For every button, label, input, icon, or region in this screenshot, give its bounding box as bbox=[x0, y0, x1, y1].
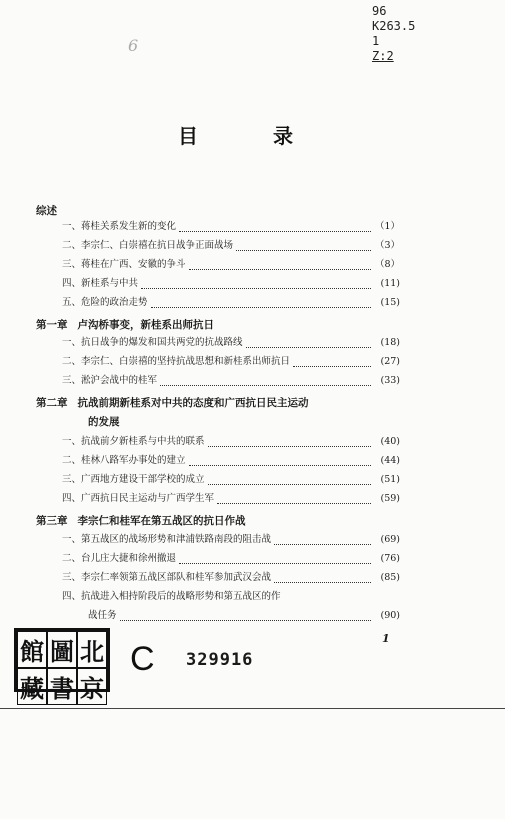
stamp-letter: C bbox=[130, 640, 155, 678]
entry-label: 四、新桂系与中共 bbox=[62, 278, 139, 289]
leader-dots bbox=[217, 494, 371, 504]
toc-entry bbox=[62, 275, 400, 293]
chapter-number: 第三章 bbox=[36, 515, 68, 527]
toc-entry bbox=[62, 433, 400, 451]
page-number: 1 bbox=[382, 632, 390, 645]
entry-label: 三、广西地方建设干部学校的成立 bbox=[62, 474, 205, 485]
entry-page: (90) bbox=[380, 610, 400, 621]
entry-page: (40) bbox=[380, 436, 400, 447]
toc-entry bbox=[62, 550, 400, 568]
toc-entry bbox=[62, 372, 400, 390]
leader-dots bbox=[141, 279, 371, 289]
toc-entry bbox=[62, 471, 400, 489]
leader-dots bbox=[151, 298, 371, 308]
leader-dots bbox=[274, 573, 371, 583]
entry-page: (76) bbox=[380, 553, 400, 564]
call-number bbox=[372, 4, 415, 64]
entry-page: (33) bbox=[380, 375, 400, 386]
page-title: 目 录 bbox=[178, 124, 327, 148]
entry-label: 四、抗战进入相持阶段后的战略形势和第五战区的作 bbox=[62, 591, 281, 602]
entry-page: (69) bbox=[380, 534, 400, 545]
call-number-line: Z:2 bbox=[372, 49, 394, 63]
entry-label: 三、蒋桂在广西、安徽的争斗 bbox=[62, 259, 186, 270]
entry-label: 二、桂林八路军办事处的建立 bbox=[62, 455, 186, 466]
call-number-line: 1 bbox=[372, 34, 380, 48]
call-number-line: 96 bbox=[372, 4, 387, 18]
stamp-char: 圖 bbox=[47, 631, 77, 668]
toc-entry bbox=[62, 353, 400, 371]
entry-label: 四、广西抗日民主运动与广西学生军 bbox=[62, 493, 215, 504]
entry-page: (11) bbox=[380, 278, 400, 289]
chapter-heading-cont bbox=[88, 413, 120, 431]
section-heading bbox=[36, 202, 57, 220]
leader-dots bbox=[179, 222, 371, 232]
entry-page: (27) bbox=[380, 356, 400, 367]
entry-page: (18) bbox=[380, 337, 400, 348]
leader-dots bbox=[189, 260, 371, 270]
toc-entry-cont bbox=[88, 607, 400, 625]
chapter-title-cont: 的发展 bbox=[88, 416, 120, 428]
toc-entry bbox=[62, 237, 400, 255]
entry-label-cont: 战任务 bbox=[88, 610, 117, 621]
stamp-char: 館 bbox=[17, 631, 47, 668]
leader-dots bbox=[120, 611, 371, 621]
chapter-heading bbox=[36, 394, 309, 412]
entry-label: 二、李宗仁、白崇禧在抗日战争正面战场 bbox=[62, 240, 234, 251]
entry-label: 一、第五战区的战场形势和津浦铁路南段的阻击战 bbox=[62, 534, 272, 545]
leader-dots bbox=[189, 456, 371, 466]
entry-label: 一、抗日战争的爆发和国共两党的抗战路线 bbox=[62, 337, 243, 348]
leader-dots bbox=[274, 535, 371, 545]
leader-dots bbox=[160, 376, 371, 386]
entry-label: 三、淞沪会战中的桂军 bbox=[62, 375, 158, 386]
leader-dots bbox=[208, 437, 371, 447]
accession-number: 329916 bbox=[186, 650, 254, 670]
entry-label: 一、抗战前夕新桂系与中共的联系 bbox=[62, 436, 205, 447]
chapter-heading bbox=[36, 512, 246, 530]
entry-label: 二、台儿庄大捷和徐州撤退 bbox=[62, 553, 177, 564]
pencil-mark: 6 bbox=[128, 36, 139, 55]
stamp-char: 藏 bbox=[17, 668, 47, 705]
entry-page: (15) bbox=[380, 297, 400, 308]
chapter-number: 第二章 bbox=[36, 397, 68, 409]
leader-dots bbox=[246, 338, 371, 348]
chapter-heading bbox=[36, 316, 214, 334]
toc-entry bbox=[62, 334, 400, 352]
toc-entry bbox=[62, 452, 400, 470]
toc-entry bbox=[62, 531, 400, 549]
toc-entry bbox=[62, 218, 400, 236]
leader-dots bbox=[208, 475, 371, 485]
stamp-char: 京 bbox=[77, 668, 107, 705]
toc-entry bbox=[62, 569, 400, 587]
entry-page: (44) bbox=[380, 455, 400, 466]
leader-dots bbox=[179, 554, 371, 564]
chapter-title: 卢沟桥事变，新桂系出师抗日 bbox=[77, 319, 214, 331]
entry-page: (59) bbox=[380, 493, 400, 504]
stamp-char: 書 bbox=[47, 668, 77, 705]
entry-label: 三、李宗仁率领第五战区部队和桂军参加武汉会战 bbox=[62, 572, 272, 583]
section-title: 综述 bbox=[36, 205, 57, 217]
leader-dots bbox=[236, 241, 371, 251]
entry-page: （3） bbox=[374, 240, 400, 251]
chapter-title: 抗战前期新桂系对中共的态度和广西抗日民主运动 bbox=[77, 397, 309, 409]
toc-entry bbox=[62, 490, 400, 508]
entry-label: 二、李宗仁、白崇禧的坚持抗战思想和新桂系出师抗日 bbox=[62, 356, 291, 367]
stamp-char: 北 bbox=[77, 631, 107, 668]
entry-label: 五、危险的政治走势 bbox=[62, 297, 148, 308]
chapter-number: 第一章 bbox=[36, 319, 68, 331]
entry-page: (51) bbox=[380, 474, 400, 485]
entry-label: 一、蒋桂关系发生新的变化 bbox=[62, 221, 177, 232]
page-edge-rule bbox=[0, 708, 505, 709]
toc-entry bbox=[62, 294, 400, 312]
toc-entry bbox=[62, 588, 400, 606]
chapter-title: 李宗仁和桂军在第五战区的抗日作战 bbox=[77, 515, 246, 527]
toc-entry bbox=[62, 256, 400, 274]
call-number-line: K263.5 bbox=[372, 19, 416, 33]
entry-page: （8） bbox=[374, 259, 400, 270]
entry-page: （1） bbox=[374, 221, 400, 232]
leader-dots bbox=[293, 357, 371, 367]
entry-page: (85) bbox=[380, 572, 400, 583]
library-stamp bbox=[14, 628, 110, 703]
